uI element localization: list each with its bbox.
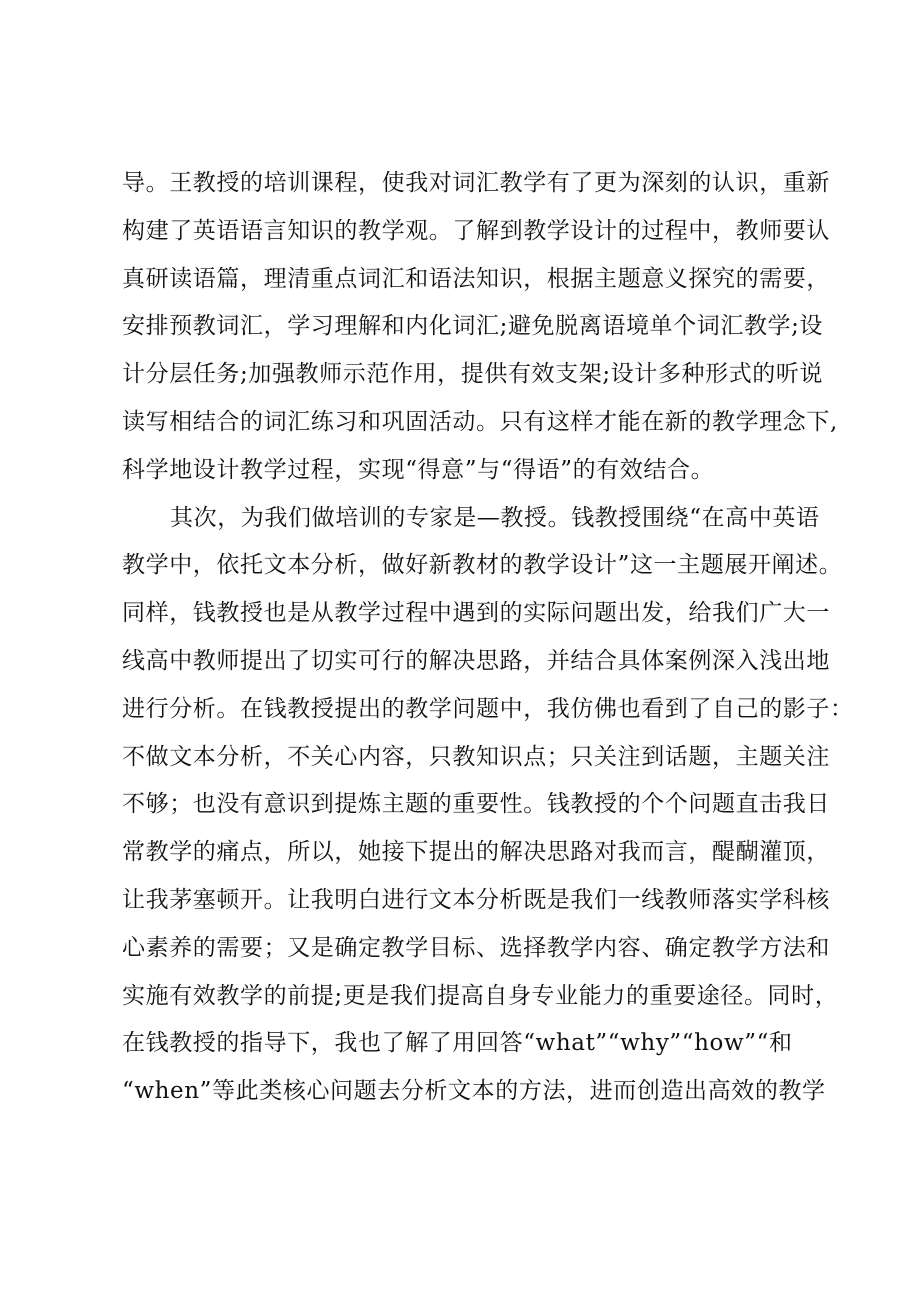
text-line: 不做文本分析，不关心内容，只教知识点；只关注到话题，主题关注 <box>122 743 830 770</box>
text-line: 不够；也没有意识到提炼主题的重要性。钱教授的个个问题直击我日 <box>122 791 830 818</box>
text-line: 实施有效教学的前提;更是我们提高自身专业能力的重要途径。同时， <box>122 982 839 1009</box>
text-line: 常教学的痛点，所以，她接下提出的解决思路对我而言，醍醐灌顶， <box>122 839 830 866</box>
text-line: 真研读语篇，理清重点词汇和语法知识，根据主题意义探究的需要， <box>122 265 830 292</box>
text-line: 线高中教师提出了切实可行的解决思路，并结合具体案例深入浅出地 <box>122 647 830 674</box>
text-line: “when”等此类核心问题去分析文本的方法，进而创造出高效的教学 <box>122 1078 826 1105</box>
paragraph-2 <box>122 495 854 1116</box>
text-line: 进行分析。在钱教授提出的教学问题中，我仿佛也看到了自己的影子： <box>122 695 854 722</box>
body-text <box>122 160 854 1116</box>
text-line: 读写相结合的词汇练习和巩固活动。只有这样才能在新的教学理念下, <box>122 408 838 435</box>
text-line: 安排预教词汇，学习理解和内化词汇;避免脱离语境单个词汇教学;设 <box>122 313 824 340</box>
text-line: 科学地设计教学过程，实现“得意”与“得语”的有效结合。 <box>122 456 715 483</box>
text-line: 教学中，依托文本分析，做好新教材的教学设计”这一主题展开阐述。 <box>122 552 843 579</box>
text-line: 导。王教授的培训课程，使我对词汇教学有了更为深刻的认识，重新 <box>122 170 830 196</box>
text-line: 同样，钱教授也是从教学过程中遇到的实际问题出发，给我们广大一 <box>122 600 830 627</box>
paragraph-1 <box>122 160 838 495</box>
text-line: 心素养的需要；又是确定教学目标、选择教学内容、确定教学方法和 <box>122 934 830 961</box>
text-line: 其次，为我们做培训的专家是—教授。钱教授围绕“在高中英语 <box>170 504 820 531</box>
text-line: 让我茅塞顿开。让我明白进行文本分析既是我们一线教师落实学科核 <box>122 886 830 913</box>
text-line: 计分层任务;加强教师示范作用，提供有效支架;设计多种形式的听说 <box>122 361 824 388</box>
text-line: 在钱教授的指导下，我也了解了用回答“what”“why”“how”“和 <box>122 1030 793 1057</box>
text-line: 构建了英语语言知识的教学观。了解到教学设计的过程中，教师要认 <box>122 217 830 244</box>
